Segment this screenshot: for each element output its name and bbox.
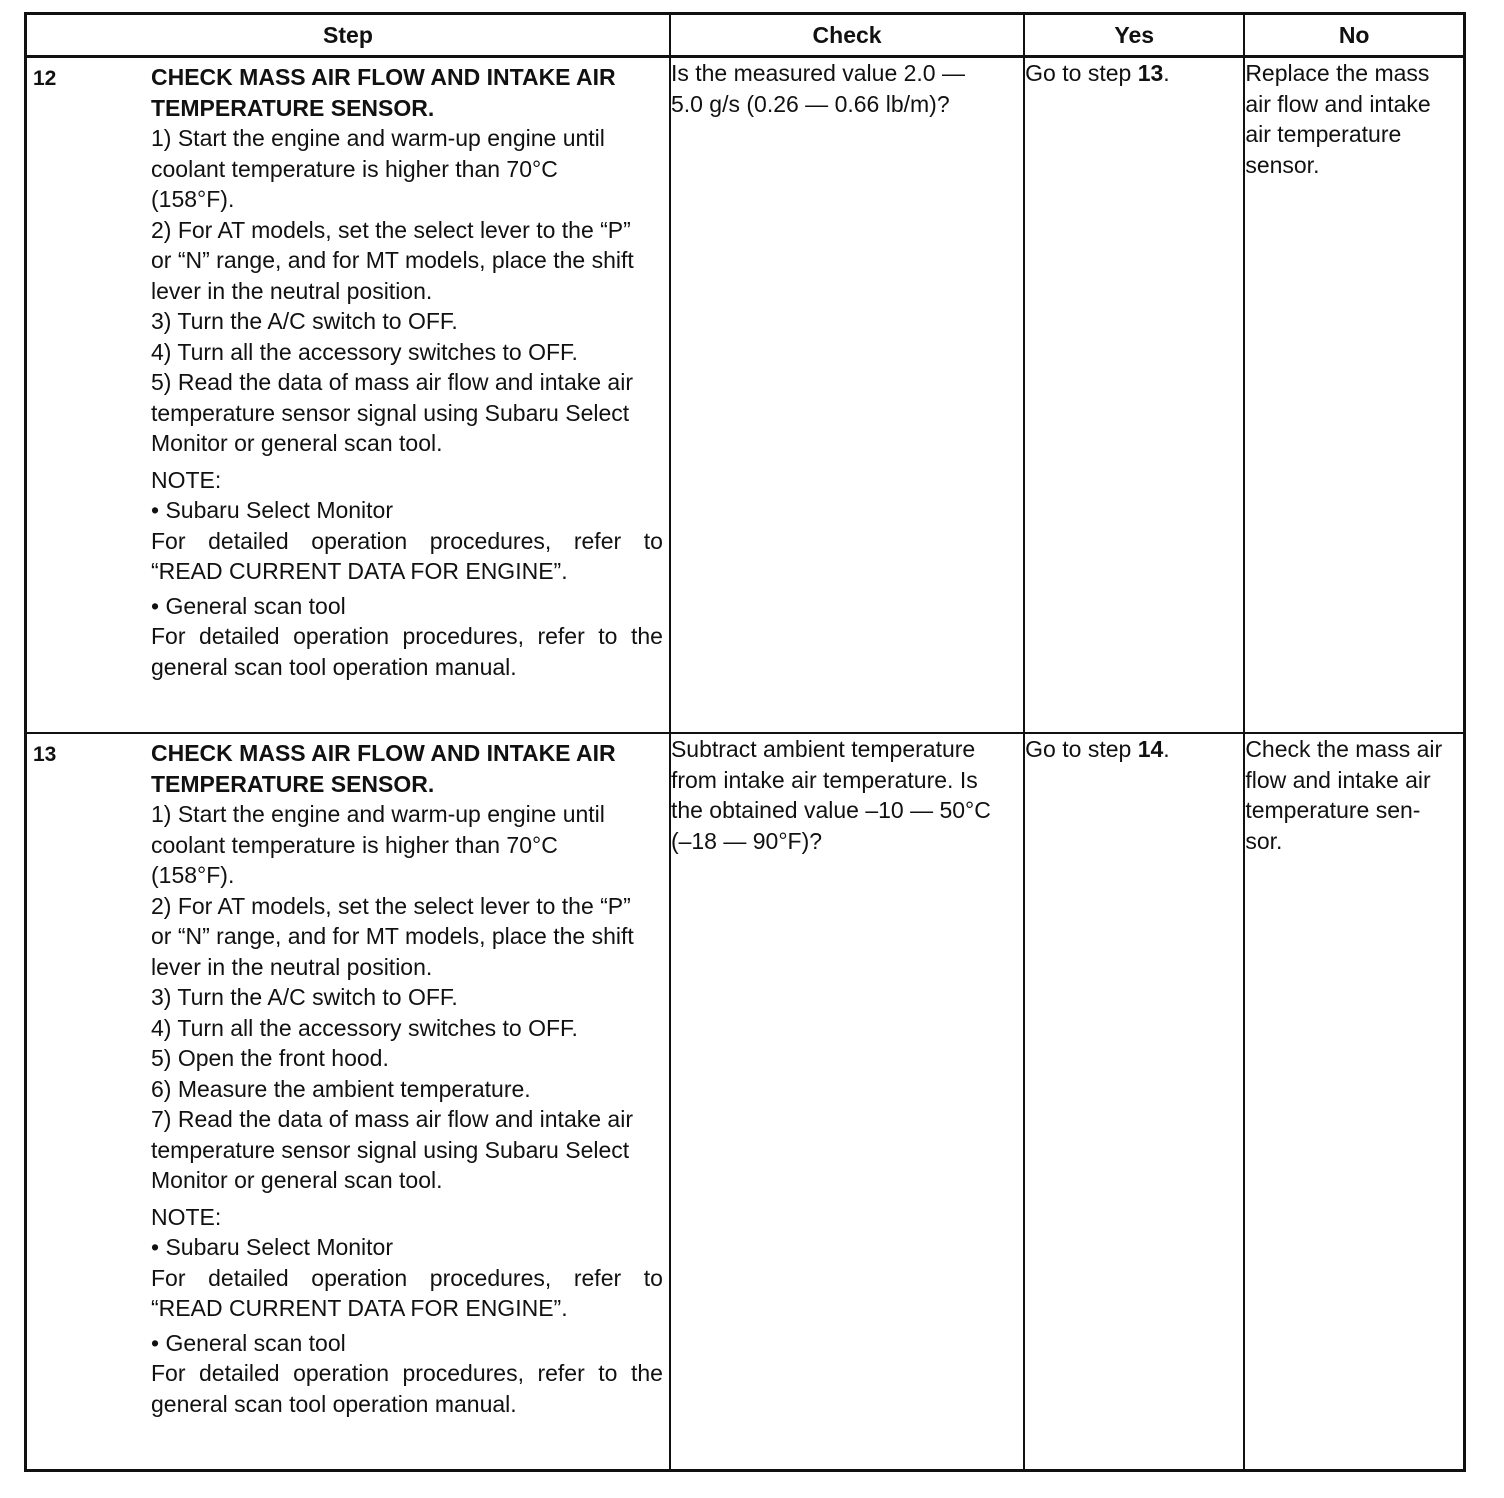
table-row-step-12 [26, 57, 1465, 734]
header-step: Step [26, 14, 670, 57]
note-text: For detailed operation procedures, refer to [151, 527, 663, 554]
step-line: 7) Read the data of mass air flow and intake air [151, 1106, 633, 1132]
step-line: or “N” range, and for MT models, place the shift [151, 247, 634, 273]
no-text: Check the mass air [1245, 736, 1443, 762]
note-block [151, 465, 663, 683]
check-text: Is the measured value 2.0 — [670, 60, 965, 86]
step-body [151, 62, 663, 682]
step-title: TEMPERATURE SENSOR. [151, 770, 435, 797]
header-check: Check [670, 14, 1024, 57]
step-line: temperature sensor signal using Subaru Select [151, 1136, 630, 1163]
no-text: temperature sen- [1245, 797, 1421, 823]
note-block [151, 1202, 663, 1420]
step-line: 1) Start the engine and warm-up engine until [151, 125, 605, 151]
note-text: general scan tool operation manual. [151, 653, 517, 680]
check-text: the obtained value –10 — 50°C [670, 797, 991, 823]
yes-step-link: 13 [1137, 60, 1164, 86]
step-line: 3) Turn the A/C switch to OFF. [151, 308, 458, 334]
note-label: NOTE: [151, 1203, 222, 1230]
step-line: coolant temperature is higher than 70°C [151, 831, 558, 858]
step-line: coolant temperature is higher than 70°C [151, 155, 558, 182]
step-cell [26, 57, 670, 734]
check-cell [670, 733, 1024, 1471]
step-title: CHECK MASS AIR FLOW AND INTAKE AIR [151, 740, 616, 766]
yes-text: Go to step [1025, 60, 1138, 86]
step-line: temperature sensor signal using Subaru Select [151, 399, 630, 426]
note-text: For detailed operation procedures, refer to the [151, 623, 663, 649]
step-line: 3) Turn the A/C switch to OFF. [151, 984, 458, 1010]
step-line: lever in the neutral position. [151, 953, 433, 980]
no-text: Replace the mass [1245, 60, 1430, 86]
step-line: 2) For AT models, set the select lever to the “P” [151, 216, 631, 243]
no-cell [1244, 733, 1464, 1471]
step-line: lever in the neutral position. [151, 277, 433, 304]
step-line: (158°F). [151, 862, 235, 888]
yes-text: Go to step [1025, 736, 1138, 762]
step-title: TEMPERATURE SENSOR. [151, 94, 435, 121]
step-line: 1) Start the engine and warm-up engine until [151, 801, 605, 827]
step-number: 13 [33, 743, 57, 766]
header-row [26, 14, 1465, 57]
yes-suffix: . [1163, 60, 1170, 86]
step-line: 6) Measure the ambient temperature. [151, 1075, 531, 1102]
step-line: or “N” range, and for MT models, place the shift [151, 923, 634, 949]
no-text: sensor. [1245, 151, 1320, 178]
step-line: (158°F). [151, 186, 235, 212]
step-cell [26, 733, 670, 1471]
no-cell [1244, 57, 1464, 734]
check-text: 5.0 g/s (0.26 — 0.66 lb/m)? [670, 90, 950, 117]
step-body [151, 738, 663, 1419]
yes-suffix: . [1163, 736, 1170, 762]
header-no: No [1244, 14, 1464, 57]
yes-step-link: 14 [1137, 736, 1164, 762]
note-text: “READ CURRENT DATA FOR ENGINE”. [151, 558, 568, 584]
no-text: sor. [1245, 827, 1283, 854]
yes-cell [1024, 57, 1244, 734]
note-bullet: • General scan tool [151, 592, 346, 619]
note-text: For detailed operation procedures, refer to [151, 1264, 663, 1291]
check-text: (–18 — 90°F)? [670, 827, 823, 854]
check-text: Subtract ambient temperature [670, 736, 976, 762]
note-label: NOTE: [151, 466, 222, 493]
no-text: air flow and intake [1245, 90, 1431, 117]
step-number: 12 [33, 67, 57, 90]
note-text: general scan tool operation manual. [151, 1390, 517, 1417]
note-bullet: • General scan tool [151, 1329, 346, 1356]
note-bullet: • Subaru Select Monitor [151, 1234, 394, 1260]
step-line: Monitor or general scan tool. [151, 430, 443, 456]
check-text: from intake air temperature. Is [670, 766, 978, 793]
note-bullet: • Subaru Select Monitor [151, 497, 394, 523]
no-text: flow and intake air [1245, 766, 1431, 793]
note-text: “READ CURRENT DATA FOR ENGINE”. [151, 1295, 568, 1321]
step-line: 5) Read the data of mass air flow and intake air [151, 369, 633, 395]
step-line: 5) Open the front hood. [151, 1045, 389, 1071]
step-title: CHECK MASS AIR FLOW AND INTAKE AIR [151, 64, 616, 90]
step-line: 2) For AT models, set the select lever to the “P” [151, 892, 631, 919]
header-yes: Yes [1024, 14, 1244, 57]
table-row-step-13 [26, 733, 1465, 1471]
step-line: 4) Turn all the accessory switches to OFF. [151, 338, 578, 365]
check-cell [670, 57, 1024, 734]
yes-cell [1024, 733, 1244, 1471]
no-text: air temperature [1245, 121, 1402, 147]
step-line: 4) Turn all the accessory switches to OFF. [151, 1014, 578, 1041]
diagnostic-table [24, 12, 1466, 1472]
step-line: Monitor or general scan tool. [151, 1167, 443, 1193]
note-text: For detailed operation procedures, refer to the [151, 1360, 663, 1386]
